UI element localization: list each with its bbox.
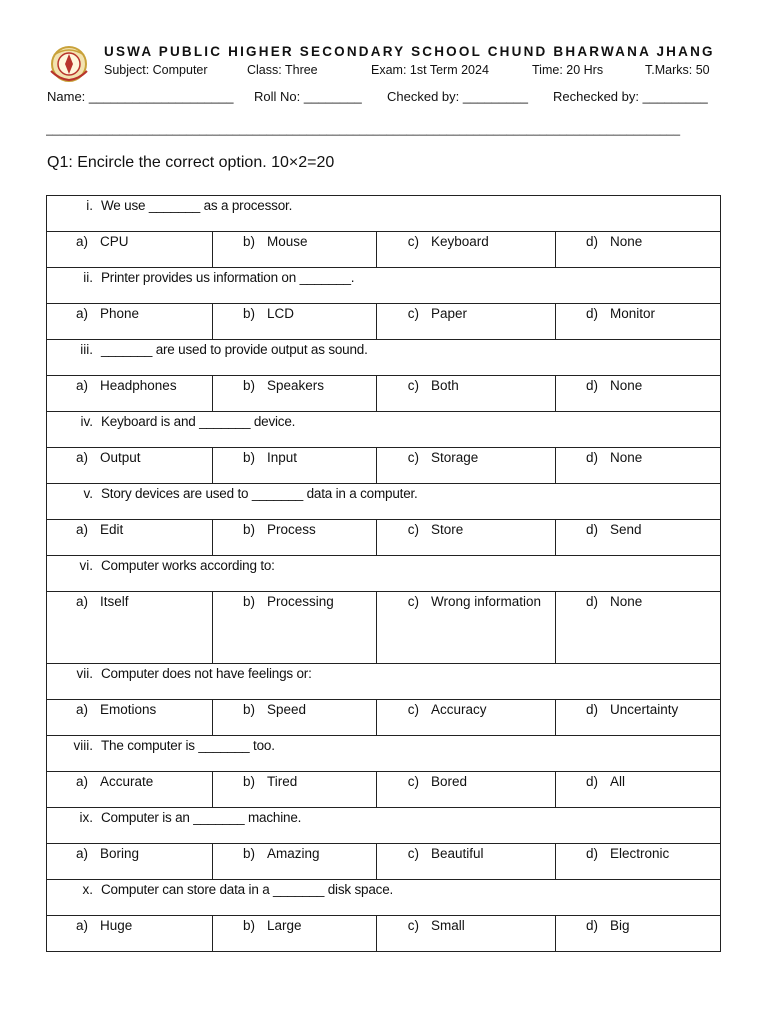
option-cell[interactable] (556, 448, 721, 484)
option-cell[interactable] (213, 700, 377, 736)
option-text: Phone (100, 306, 140, 321)
question-text: Computer works according to: (101, 558, 275, 573)
option-cell[interactable] (556, 700, 721, 736)
option-cell[interactable] (213, 232, 377, 268)
question-row (47, 484, 721, 520)
option-cell[interactable] (377, 844, 556, 880)
option-text: Monitor (610, 306, 656, 321)
question-cell (47, 340, 721, 376)
question-row (47, 268, 721, 304)
options-row (47, 304, 721, 340)
question-text: Printer provides us information on _______. (101, 270, 355, 285)
option-letter: b) (242, 846, 255, 861)
option-cell[interactable] (47, 520, 213, 556)
question-cell (47, 664, 721, 700)
option-cell[interactable] (47, 844, 213, 880)
option-text: Tired (267, 774, 298, 789)
options-row (47, 232, 721, 268)
question-cell (47, 736, 721, 772)
option-cell[interactable] (377, 448, 556, 484)
option-letter: c) (407, 378, 419, 393)
option-cell[interactable] (213, 772, 377, 808)
question-text: Keyboard is and _______ device. (101, 414, 296, 429)
option-text: Amazing (267, 846, 320, 861)
question-row (47, 556, 721, 592)
question-row (47, 340, 721, 376)
option-cell[interactable] (47, 304, 213, 340)
question-number: vi. (79, 558, 93, 573)
options-row (47, 376, 721, 412)
option-text: Output (100, 450, 141, 465)
question-number: ix. (79, 810, 93, 825)
option-cell[interactable] (213, 448, 377, 484)
option-cell[interactable] (47, 376, 213, 412)
options-row (47, 772, 721, 808)
option-text: Large (267, 918, 302, 933)
option-letter: a) (75, 450, 88, 465)
option-letter: a) (75, 522, 88, 537)
option-cell[interactable] (47, 232, 213, 268)
option-text: Process (267, 522, 316, 537)
option-letter: a) (75, 234, 88, 249)
option-text: Storage (431, 450, 479, 465)
question-text: Computer is an _______ machine. (101, 810, 302, 825)
question-cell (47, 484, 721, 520)
option-cell[interactable] (377, 232, 556, 268)
question-cell (47, 196, 721, 232)
question-number: iii. (80, 342, 93, 357)
mcq-table (46, 195, 721, 952)
option-letter: c) (407, 774, 419, 789)
question-number: x. (82, 882, 93, 897)
option-text: Electronic (610, 846, 670, 861)
option-letter: b) (242, 918, 255, 933)
option-letter: b) (242, 702, 255, 717)
option-cell[interactable] (47, 448, 213, 484)
option-cell[interactable] (556, 520, 721, 556)
question-row (47, 736, 721, 772)
option-cell[interactable] (213, 376, 377, 412)
question-text: _______ are used to provide output as sound. (101, 342, 368, 357)
option-cell[interactable] (556, 304, 721, 340)
option-text: Input (267, 450, 298, 465)
question-cell (47, 412, 721, 448)
option-letter: b) (242, 378, 255, 393)
option-text: Beautiful (431, 846, 484, 861)
option-letter: a) (75, 774, 88, 789)
question-number: viii. (73, 738, 93, 753)
option-text: Speed (267, 702, 307, 717)
option-cell[interactable] (213, 304, 377, 340)
option-text: Processing (267, 594, 334, 609)
option-letter: b) (242, 306, 255, 321)
exam-field: Exam: 1st Term 2024 (371, 63, 489, 77)
option-cell[interactable] (213, 520, 377, 556)
option-text: Edit (100, 522, 124, 537)
option-cell[interactable] (377, 376, 556, 412)
question-row (47, 664, 721, 700)
option-letter: b) (242, 234, 255, 249)
exam-header (45, 42, 725, 84)
option-text: Mouse (267, 234, 308, 249)
option-cell[interactable] (377, 520, 556, 556)
question-number: iv. (80, 414, 93, 429)
options-row (47, 520, 721, 556)
option-cell[interactable] (377, 700, 556, 736)
option-letter: b) (242, 450, 255, 465)
option-cell[interactable] (377, 772, 556, 808)
option-text: Accuracy (431, 702, 487, 717)
option-letter: d) (585, 306, 598, 321)
option-text: None (610, 234, 643, 249)
option-letter: c) (407, 918, 419, 933)
question-row (47, 412, 721, 448)
option-cell[interactable] (47, 700, 213, 736)
option-letter: c) (407, 306, 419, 321)
option-text: Small (431, 918, 465, 933)
question-text: We use _______ as a processor. (101, 198, 293, 213)
option-text: All (610, 774, 626, 789)
option-cell[interactable] (47, 772, 213, 808)
options-row (47, 592, 721, 664)
option-text: Itself (100, 594, 129, 609)
option-cell[interactable] (377, 304, 556, 340)
question-text: Story devices are used to _______ data in a computer. (101, 486, 418, 501)
option-text: Accurate (100, 774, 154, 789)
class-field: Class: Three (247, 63, 318, 77)
option-text: Wrong information (431, 594, 542, 609)
marks-field: T.Marks: 50 (645, 63, 710, 77)
option-text: Send (610, 522, 642, 537)
option-letter: b) (242, 522, 255, 537)
option-cell[interactable] (556, 592, 721, 664)
option-letter: c) (407, 594, 419, 609)
time-field: Time: 20 Hrs (532, 63, 604, 77)
checked-by-field: Checked by: _________ (387, 89, 528, 104)
question-cell (47, 556, 721, 592)
option-letter: c) (407, 234, 419, 249)
options-row (47, 700, 721, 736)
option-letter: d) (585, 234, 598, 249)
options-row (47, 844, 721, 880)
option-cell[interactable] (556, 232, 721, 268)
option-text: Huge (100, 918, 133, 933)
option-text: Uncertainty (610, 702, 679, 717)
option-cell[interactable] (47, 916, 213, 952)
option-cell[interactable] (556, 376, 721, 412)
option-letter: d) (585, 594, 598, 609)
option-letter: d) (585, 522, 598, 537)
question-row (47, 196, 721, 232)
option-cell[interactable] (377, 916, 556, 952)
option-text: Paper (431, 306, 468, 321)
option-cell[interactable] (556, 844, 721, 880)
option-cell[interactable] (556, 772, 721, 808)
question-title: Q1: Encircle the correct option. 10×2=20 (47, 154, 335, 171)
question-text: Computer can store data in a _______ disk space. (101, 882, 394, 897)
question-number: vii. (76, 666, 93, 681)
option-cell[interactable] (377, 592, 556, 664)
option-letter: c) (407, 846, 419, 861)
options-row (47, 448, 721, 484)
option-letter: b) (242, 774, 255, 789)
option-text: Store (431, 522, 464, 537)
option-letter: b) (242, 594, 255, 609)
option-text: Keyboard (431, 234, 489, 249)
question-number: ii. (83, 270, 93, 285)
separator-line: _______________________________________________________________________________________________ (46, 122, 681, 136)
question-number: v. (83, 486, 93, 501)
option-letter: c) (407, 702, 419, 717)
option-text: Both (431, 378, 459, 393)
option-letter: d) (585, 918, 598, 933)
option-text: Big (610, 918, 630, 933)
option-text: Emotions (100, 702, 157, 717)
name-field: Name: ____________________ (47, 89, 234, 104)
option-letter: c) (407, 522, 419, 537)
option-letter: a) (75, 594, 88, 609)
option-cell[interactable] (213, 916, 377, 952)
option-letter: a) (75, 306, 88, 321)
option-cell[interactable] (556, 916, 721, 952)
option-cell[interactable] (213, 592, 377, 664)
options-row (47, 916, 721, 952)
option-letter: d) (585, 702, 598, 717)
roll-field: Roll No: ________ (254, 89, 362, 104)
option-letter: d) (585, 846, 598, 861)
question-row (47, 880, 721, 916)
question-text: Computer does not have feelings or: (101, 666, 312, 681)
option-text: Bored (431, 774, 468, 789)
option-letter: d) (585, 450, 598, 465)
school-logo-icon (45, 45, 93, 83)
option-letter: d) (585, 378, 598, 393)
option-text: Speakers (267, 378, 325, 393)
option-text: LCD (267, 306, 295, 321)
option-letter: c) (407, 450, 419, 465)
question-text: The computer is _______ too. (101, 738, 275, 753)
option-letter: a) (75, 846, 88, 861)
option-text: Headphones (100, 378, 177, 393)
option-letter: a) (75, 918, 88, 933)
question-cell (47, 808, 721, 844)
option-text: CPU (100, 234, 129, 249)
option-letter: a) (75, 378, 88, 393)
option-text: None (610, 594, 643, 609)
option-letter: d) (585, 774, 598, 789)
option-text: None (610, 378, 643, 393)
subject-field: Subject: Computer (104, 63, 208, 77)
school-name: USWA PUBLIC HIGHER SECONDARY SCHOOL CHUND BHARWANA JHANG (104, 44, 715, 59)
question-number: i. (86, 198, 93, 213)
option-cell[interactable] (47, 592, 213, 664)
question-row (47, 808, 721, 844)
option-cell[interactable] (213, 844, 377, 880)
option-text: Boring (100, 846, 140, 861)
option-letter: a) (75, 702, 88, 717)
rechecked-by-field: Rechecked by: _________ (553, 89, 708, 104)
question-cell (47, 880, 721, 916)
question-cell (47, 268, 721, 304)
option-text: None (610, 450, 643, 465)
